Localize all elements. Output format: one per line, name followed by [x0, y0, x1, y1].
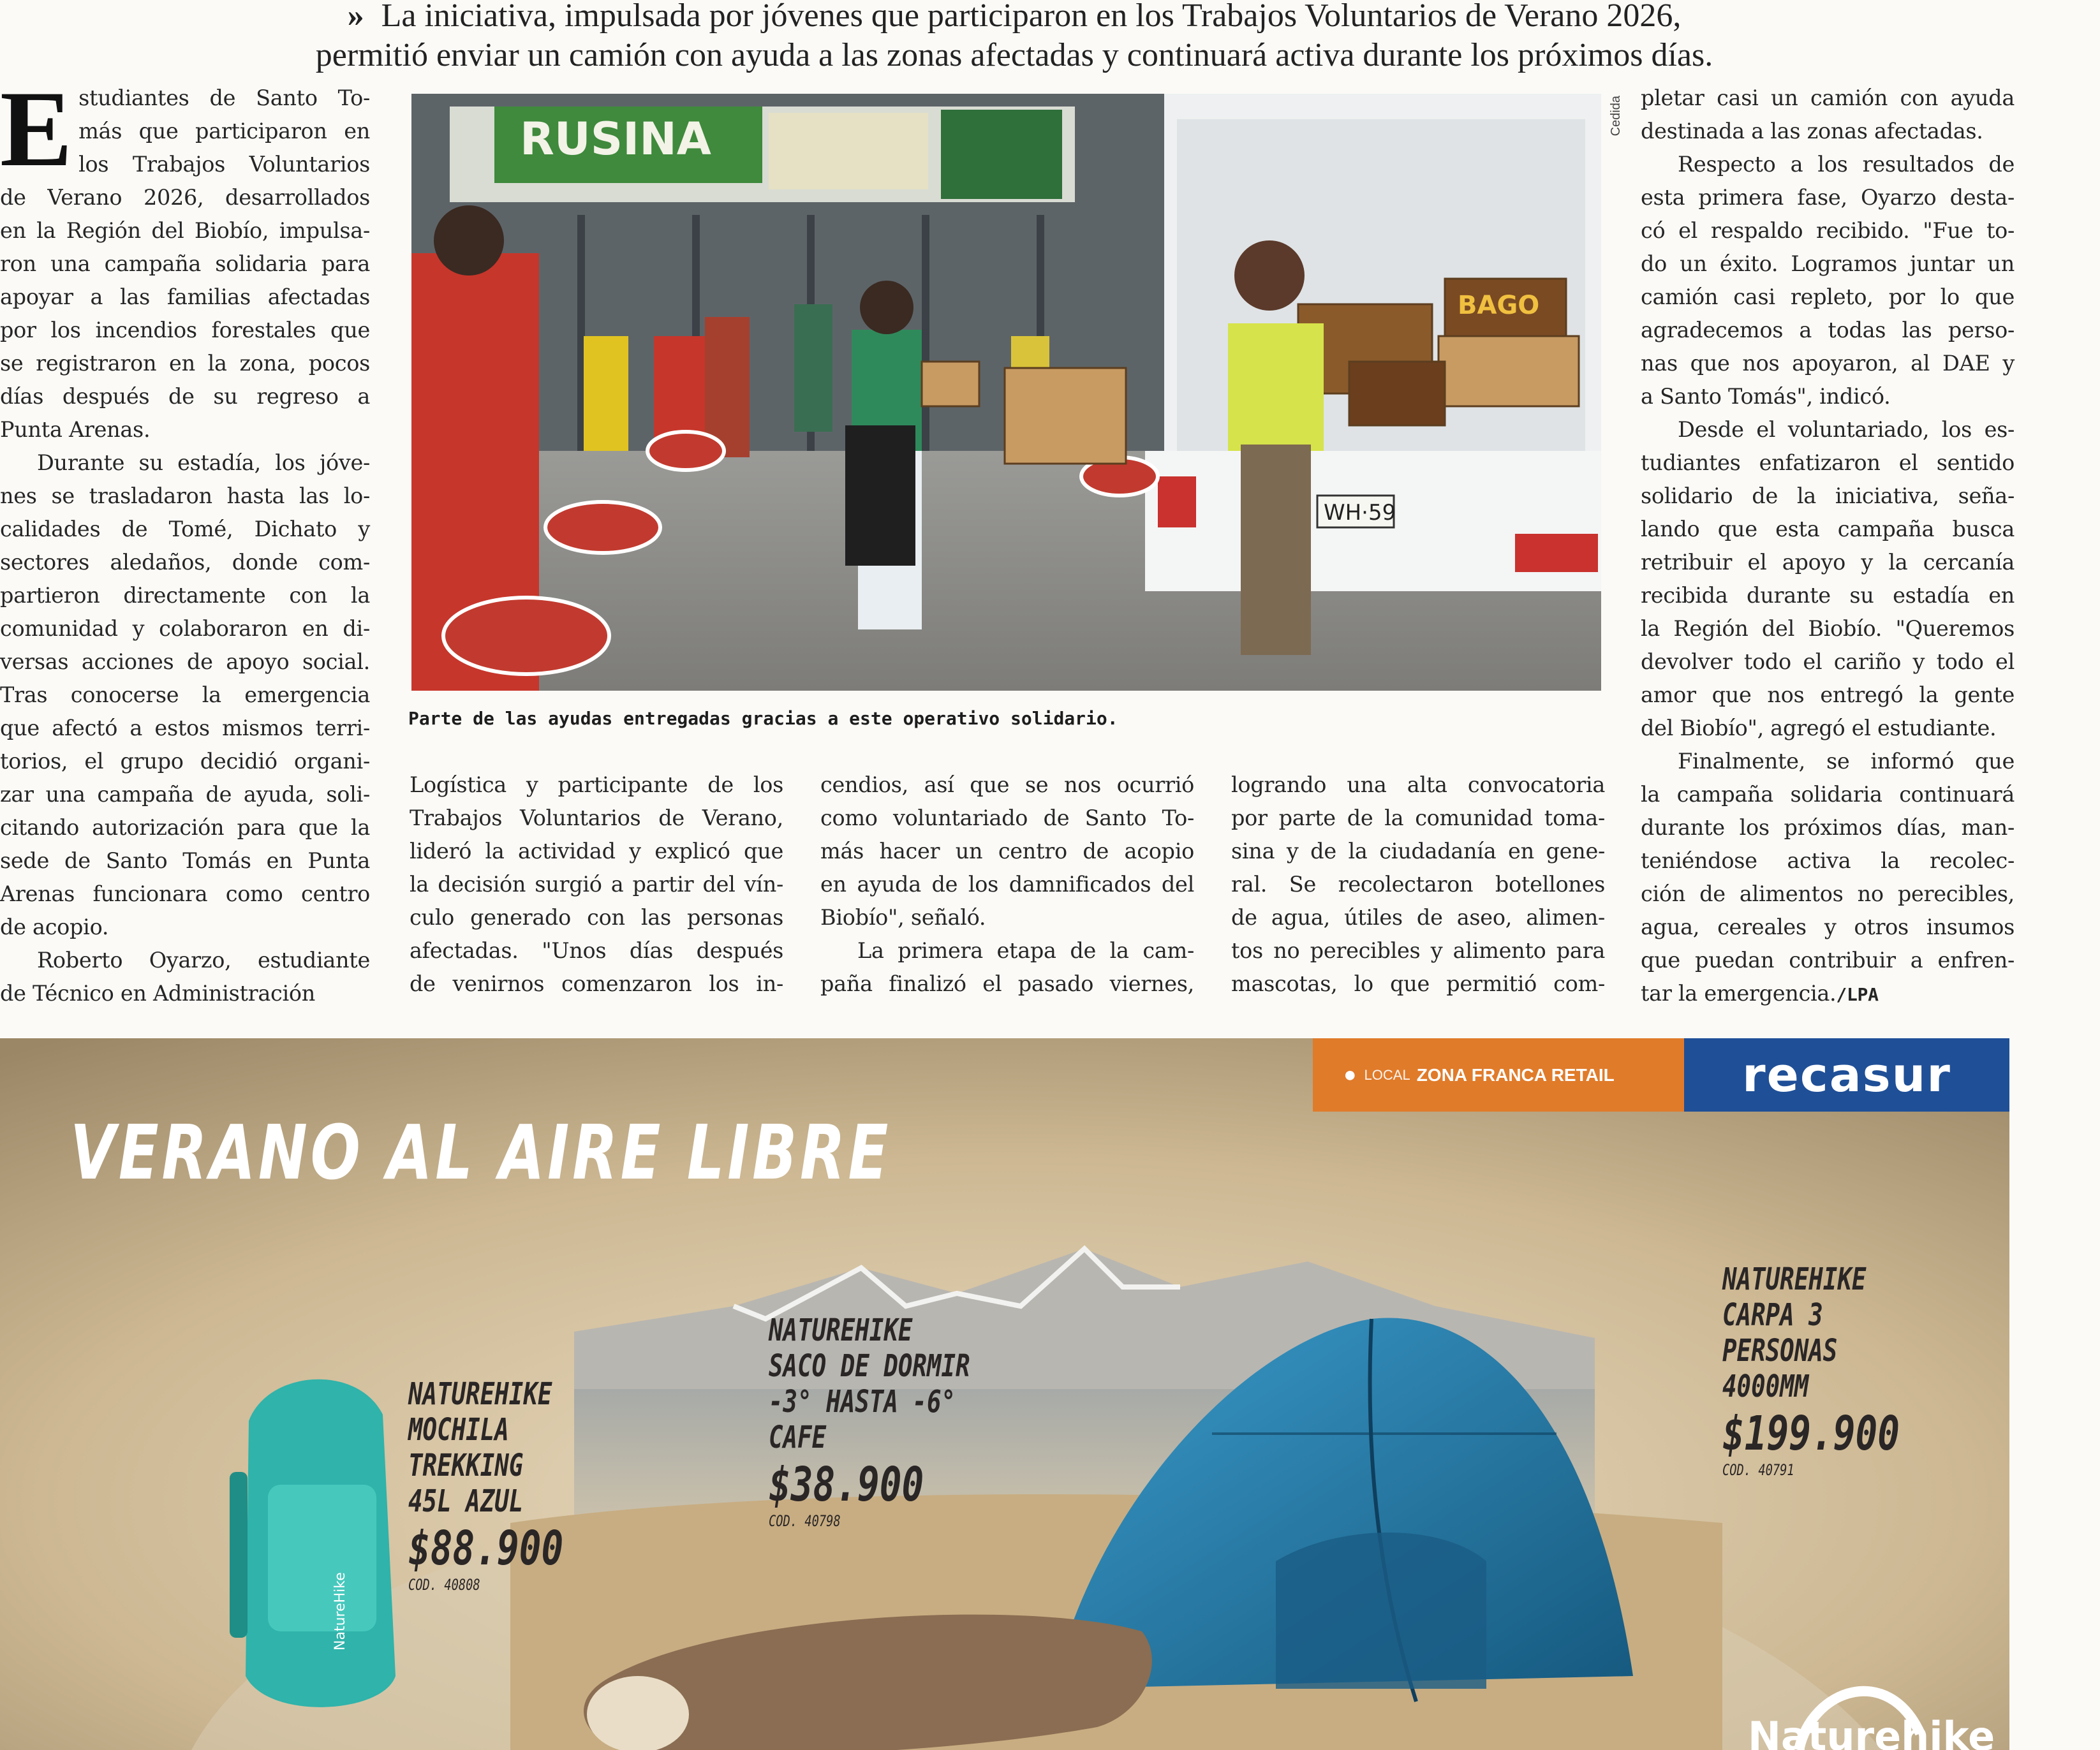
article-line: do un éxito. Logramos juntar un: [1641, 251, 2015, 276]
article-line: calidades de Tomé, Dichato y: [0, 517, 370, 541]
article-line: versas acciones de apoyo social.: [0, 649, 370, 674]
product-name-line: PERSONAS: [1722, 1333, 1838, 1369]
article-line: cendios, así que se nos ocurrió: [820, 772, 1194, 797]
article-line: días después de su regreso a: [0, 384, 370, 409]
article-photo: [411, 94, 1601, 691]
drop-cap: E: [0, 69, 73, 189]
article-line: La primera etapa de la cam-: [857, 938, 1194, 963]
article-column-4: [1231, 768, 1605, 1001]
article-line: amor que nos entregó la gente: [1641, 682, 2015, 707]
article-line: los Trabajos Voluntarios: [78, 152, 370, 177]
article-line: del Biobío", agregó el estudiante.: [1641, 716, 1997, 740]
product-code: COD. 40808: [408, 1576, 480, 1594]
article-line: pletar casi un camión con ayuda: [1641, 85, 2015, 110]
product-name-line: CAFE: [769, 1420, 827, 1455]
truck-plate-text: WH·59: [1324, 500, 1396, 526]
article-line: de agua, útiles de aseo, alimen-: [1231, 905, 1605, 930]
article-line: comunidad y colaboraron en di-: [0, 616, 370, 641]
article-line: tos no perecibles y alimento para: [1231, 938, 1605, 963]
author-signature: /LPA: [1836, 984, 1879, 1005]
product-sleeping-bag: [769, 1312, 970, 1531]
article-subheadline: [0, 0, 2029, 75]
product-backpack: [408, 1376, 563, 1594]
banner-text: RUSINA: [520, 113, 711, 165]
article-line: có el respaldo recibido. "Fue to-: [1641, 218, 2015, 243]
article-column-5: [1641, 82, 2015, 1011]
article-column-2: [410, 768, 783, 1001]
article-line: que puedan contribuir a enfren-: [1641, 948, 2015, 973]
article-line: Biobío", señaló.: [820, 905, 986, 930]
article-line: Roberto Oyarzo, estudiante: [37, 948, 370, 973]
article-line: studiantes de Santo To-: [78, 85, 370, 110]
article-line: Desde el voluntariado, los es-: [1678, 417, 2015, 442]
article-line: ral. Se recolectaron botellones: [1231, 872, 1605, 897]
store-location-badge: [1313, 1038, 1684, 1112]
product-name-line: 45L AZUL: [408, 1483, 524, 1519]
article-line: Finalmente, se informó que: [1678, 749, 2015, 774]
article-line: nas que nos apoyaron, al DAE y: [1641, 351, 2015, 376]
product-name-line: NATUREHIKE: [1722, 1261, 1867, 1297]
product-price: $88.900: [408, 1521, 564, 1576]
article-line: nes se trasladaron hasta las lo-: [0, 483, 370, 508]
article-line: más que participaron en: [78, 119, 370, 143]
naturehike-logo: Naturehike: [1748, 1713, 1995, 1750]
article-line: la campaña solidaria continuará: [1641, 782, 2015, 807]
box-text: BAGO: [1458, 291, 1540, 320]
article-line: lando que esta campaña busca: [1641, 517, 2015, 541]
article-line: apoyar a las familias afectadas: [0, 284, 370, 309]
article-line: en ayuda de los damnificados del: [820, 872, 1194, 897]
article-line: por los incendios forestales que: [0, 318, 370, 342]
ad-title: VERANO AL AIRE LIBRE: [70, 1108, 892, 1196]
location-pin-icon: ●: [1343, 1062, 1357, 1087]
article-line: la Región del Biobío. "Queremos: [1641, 616, 2015, 641]
article-line: retribuir el apoyo y la cercanía: [1641, 550, 2015, 575]
product-price: $38.900: [769, 1457, 924, 1512]
article-line: tar la emergencia./LPA: [1641, 981, 1879, 1006]
article-line: por parte de la comunidad toma-: [1231, 805, 1605, 830]
recasur-logo: recasur: [1684, 1038, 2009, 1112]
article-line: esta primera fase, Oyarzo desta-: [1641, 185, 2015, 210]
product-name-line: -3° HASTA -6°: [769, 1384, 956, 1420]
subheadline-line-1: La iniciativa, impulsada por jóvenes que participaron en los Trabajos Voluntarios de Verano 2026,: [381, 0, 1682, 34]
product-name-line: NATUREHIKE: [769, 1312, 913, 1348]
product-name-line: TREKKING: [408, 1448, 524, 1483]
product-name-line: SACO DE DORMIR: [769, 1348, 970, 1384]
article-line: torios, el grupo decidió organi-: [0, 749, 370, 774]
article-line: zar una campaña de ayuda, soli-: [0, 782, 370, 807]
article-line: durante los próximos días, man-: [1641, 815, 2015, 840]
subheadline-line-2: permitió enviar un camión con ayuda a las zonas afectadas y continuará activa durante los próximos días.: [315, 37, 1713, 73]
article-line: agradecemos a todas las perso-: [1641, 318, 2015, 342]
photo-caption: Parte de las ayudas entregadas gracias a este operativo solidario.: [408, 708, 1118, 729]
article-line: Tras conocerse la emergencia: [0, 682, 370, 707]
product-price: $199.900: [1722, 1406, 1900, 1461]
article-line: destinada a las zonas afectadas.: [1641, 119, 1983, 143]
product-name-line: 4000MM: [1722, 1369, 1809, 1404]
article-line: lideró la actividad y explicó que: [410, 839, 783, 864]
article-line: sina y de la ciudadanía en gene-: [1231, 839, 1605, 864]
product-name-line: CARPA 3: [1722, 1297, 1823, 1333]
backpack-brand-text: NatureHike: [332, 1572, 348, 1651]
article-line: a Santo Tomás", indicó.: [1641, 384, 1891, 409]
article-line: tudiantes enfatizaron el sentido: [1641, 450, 2015, 475]
article-line: la decisión surgió a partir del vín-: [410, 872, 783, 897]
article-line: devolver todo el cariño y todo el: [1641, 649, 2015, 674]
article-line: recibida durante su estadía en: [1641, 583, 2015, 608]
article-line: en la Región del Biobío, impulsa-: [0, 218, 370, 243]
article-line: Durante su estadía, los jóve-: [37, 450, 370, 475]
photo-credit: Cedida: [1609, 96, 1623, 136]
article-column-3: [820, 768, 1194, 1001]
article-line: de acopio.: [0, 915, 109, 939]
location-prefix: LOCAL: [1364, 1066, 1410, 1083]
subheadline-marker: »: [347, 0, 364, 34]
article-line: de Técnico en Administración: [0, 981, 316, 1006]
article-line: solidario de la iniciativa, seña-: [1641, 483, 2015, 508]
product-tent: [1722, 1261, 1900, 1480]
article-line: como voluntariado de Santo To-: [820, 805, 1194, 830]
article-line: camión casi repleto, por lo que: [1641, 284, 2015, 309]
article-line: paña finalizó el pasado viernes,: [820, 971, 1194, 996]
article-line: teniéndose activa la recolec-: [1641, 848, 2015, 873]
article-line: ron una campaña solidaria para: [0, 251, 370, 276]
article-line: partieron directamente con la: [0, 583, 370, 608]
article-line: Arenas funcionara como centro: [0, 881, 370, 906]
article-line: de venirnos comenzaron los in-: [410, 971, 783, 996]
product-code: COD. 40791: [1722, 1461, 1794, 1479]
article-line: afectadas. "Unos días después: [410, 938, 783, 963]
article-line: de Verano 2026, desarrollados: [0, 185, 370, 210]
article-line: se registraron en la zona, pocos: [0, 351, 370, 376]
donation-scene-illustration: [411, 94, 1601, 691]
article-line: logrando una alta convocatoria: [1231, 772, 1605, 797]
article-column-1: [0, 69, 370, 1010]
article-line: ción de alimentos no perecibles,: [1641, 881, 2015, 906]
article-line: más hacer un centro de acopio: [820, 839, 1194, 864]
article-line: culo generado con las personas: [410, 905, 783, 930]
article-line: que afectó a estos mismos terri-: [0, 716, 370, 740]
article-line: sectores aledaños, donde com-: [0, 550, 370, 575]
article-line: Punta Arenas.: [0, 417, 151, 442]
advertisement: [0, 1038, 2009, 1750]
location-name: ZONA FRANCA RETAIL: [1416, 1064, 1615, 1085]
article-line: agua, cereales y otros insumos: [1641, 915, 2015, 939]
article-line: citando autorización para que la: [0, 815, 370, 840]
article-line: Logística y participante de los: [410, 772, 783, 797]
article-line: mascotas, lo que permitió com-: [1231, 971, 1605, 996]
article-line: Trabajos Voluntarios de Verano,: [410, 805, 783, 830]
product-name-line: NATUREHIKE: [408, 1376, 552, 1412]
article-line: Respecto a los resultados de: [1678, 152, 2015, 177]
product-name-line: MOCHILA: [408, 1412, 509, 1448]
product-code: COD. 40798: [769, 1512, 841, 1530]
article-line: sede de Santo Tomás en Punta: [0, 848, 370, 873]
